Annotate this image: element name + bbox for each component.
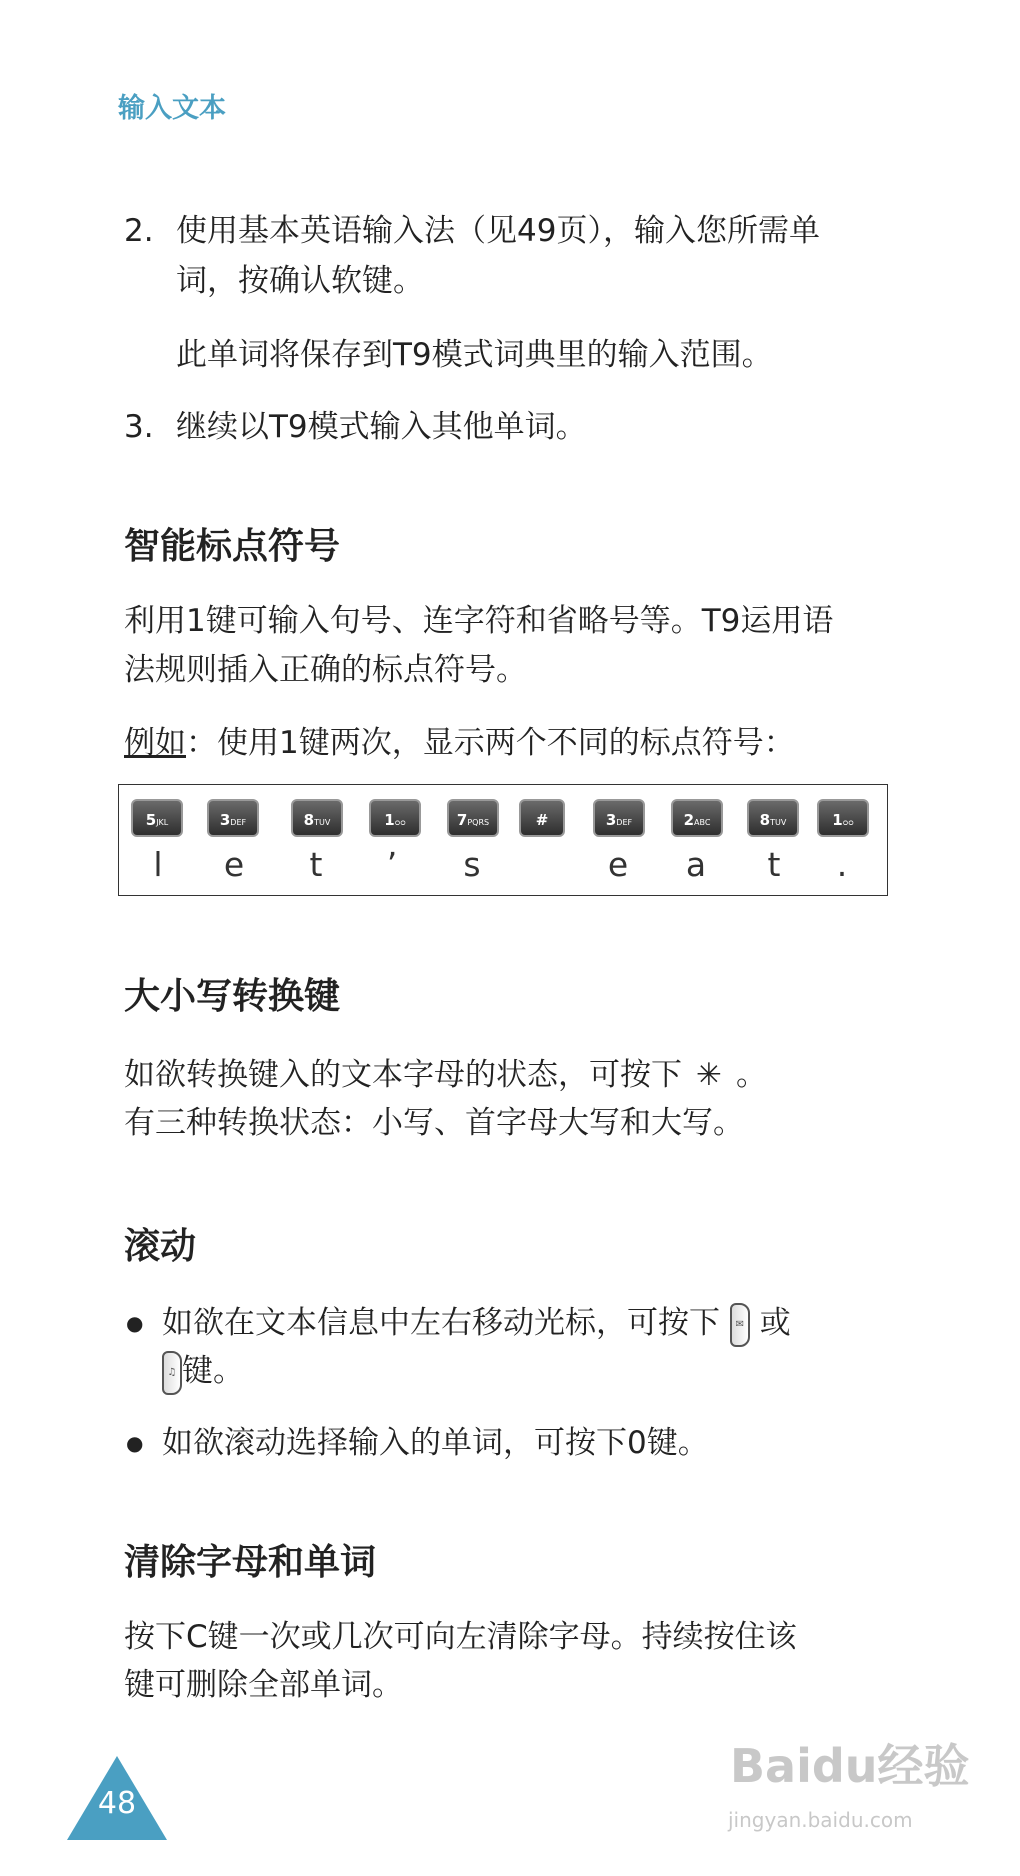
right-side-key-icon: ♫ xyxy=(162,1351,182,1395)
result-letter: a xyxy=(685,845,707,884)
result-letter: e xyxy=(223,845,245,884)
case-switch-body2: 有三种转换状态：小写、首字母大写和大写。 xyxy=(124,1105,744,1141)
scroll-title: 滚动 xyxy=(124,1226,197,1267)
case-switch-text: 如欲转换键入的文本字母的状态，可按下 xyxy=(124,1057,682,1093)
scroll-bullet-2: ● 如欲滚动选择输入的单词，可按下0键。 xyxy=(162,1418,709,1468)
scroll-bullet-1-text: 如欲在文本信息中左右移动光标，可按下 xyxy=(162,1305,720,1341)
key-2-icon: 2ABC xyxy=(671,799,723,837)
clear-body2: 键可删除全部单词。 xyxy=(124,1667,403,1703)
result-letter: . xyxy=(836,845,848,884)
result-letter: ’ xyxy=(386,845,398,884)
case-switch-body1: 如欲转换键入的文本字母的状态，可按下 ✳ 。 xyxy=(124,1057,767,1093)
key-1-icon: 1ᴑᴑ xyxy=(817,799,869,837)
key-3-icon: 3DEF xyxy=(207,799,259,837)
result-letter: l xyxy=(153,845,163,884)
example-label: 例如 xyxy=(124,725,186,761)
result-letter: t xyxy=(309,845,323,884)
clear-body1: 按下C键一次或几次可向左清除字母。持续按住该 xyxy=(124,1619,797,1655)
step-2-line2: 词，按确认软键。 xyxy=(176,263,424,299)
step-3-text: 继续以T9模式输入其他单词。 xyxy=(176,409,587,445)
example-text: ：使用1键两次，显示两个不同的标点符号： xyxy=(186,725,795,761)
key-8-icon: 8TUV xyxy=(291,799,343,837)
clear-title: 清除字母和单词 xyxy=(124,1542,377,1583)
scroll-bullet-1-cont: ♫ 键。 xyxy=(162,1346,244,1396)
watermark-url: jingyan.baidu.com xyxy=(728,1808,913,1832)
example-line xyxy=(124,718,795,768)
smart-punct-body1: 利用1键可输入句号、连字符和省略号等。T9运用语 xyxy=(124,603,834,639)
case-switch-title: 大小写转换键 xyxy=(124,976,341,1017)
left-side-key-icon: ✉ xyxy=(730,1303,750,1347)
step-3-number: 3. xyxy=(124,409,154,445)
key-sequence-box xyxy=(118,784,888,896)
key-hash-icon: # xyxy=(519,799,565,837)
star-key-icon: ✳ xyxy=(696,1057,722,1093)
key-7-icon: 7PQRS xyxy=(447,799,499,837)
step-2-note: 此单词将保存到T9模式词典里的输入范围。 xyxy=(176,337,773,373)
page-number: 48 xyxy=(97,1786,137,1821)
key-3-icon: 3DEF xyxy=(593,799,645,837)
key-5-icon: 5JKL xyxy=(131,799,183,837)
result-letter: e xyxy=(607,845,629,884)
key-8-icon: 8TUV xyxy=(747,799,799,837)
step-3 xyxy=(124,402,587,452)
watermark-logo: Baidu经验 xyxy=(730,1739,970,1793)
step-2-number: 2. xyxy=(124,213,154,249)
smart-punct-title: 智能标点符号 xyxy=(124,526,341,567)
key-1-icon: 1ᴑᴑ xyxy=(369,799,421,837)
result-letter: s xyxy=(463,845,481,884)
smart-punct-body2: 法规则插入正确的标点符号。 xyxy=(124,652,527,688)
step-2-line1: 使用基本英语输入法（见49页），输入您所需单 xyxy=(176,213,820,249)
step-2 xyxy=(124,206,820,256)
section-header: 输入文本 xyxy=(118,93,226,124)
scroll-bullet-1: ● 如欲在文本信息中左右移动光标，可按下 ✉ 或 xyxy=(162,1298,791,1348)
result-letter: t xyxy=(767,845,781,884)
